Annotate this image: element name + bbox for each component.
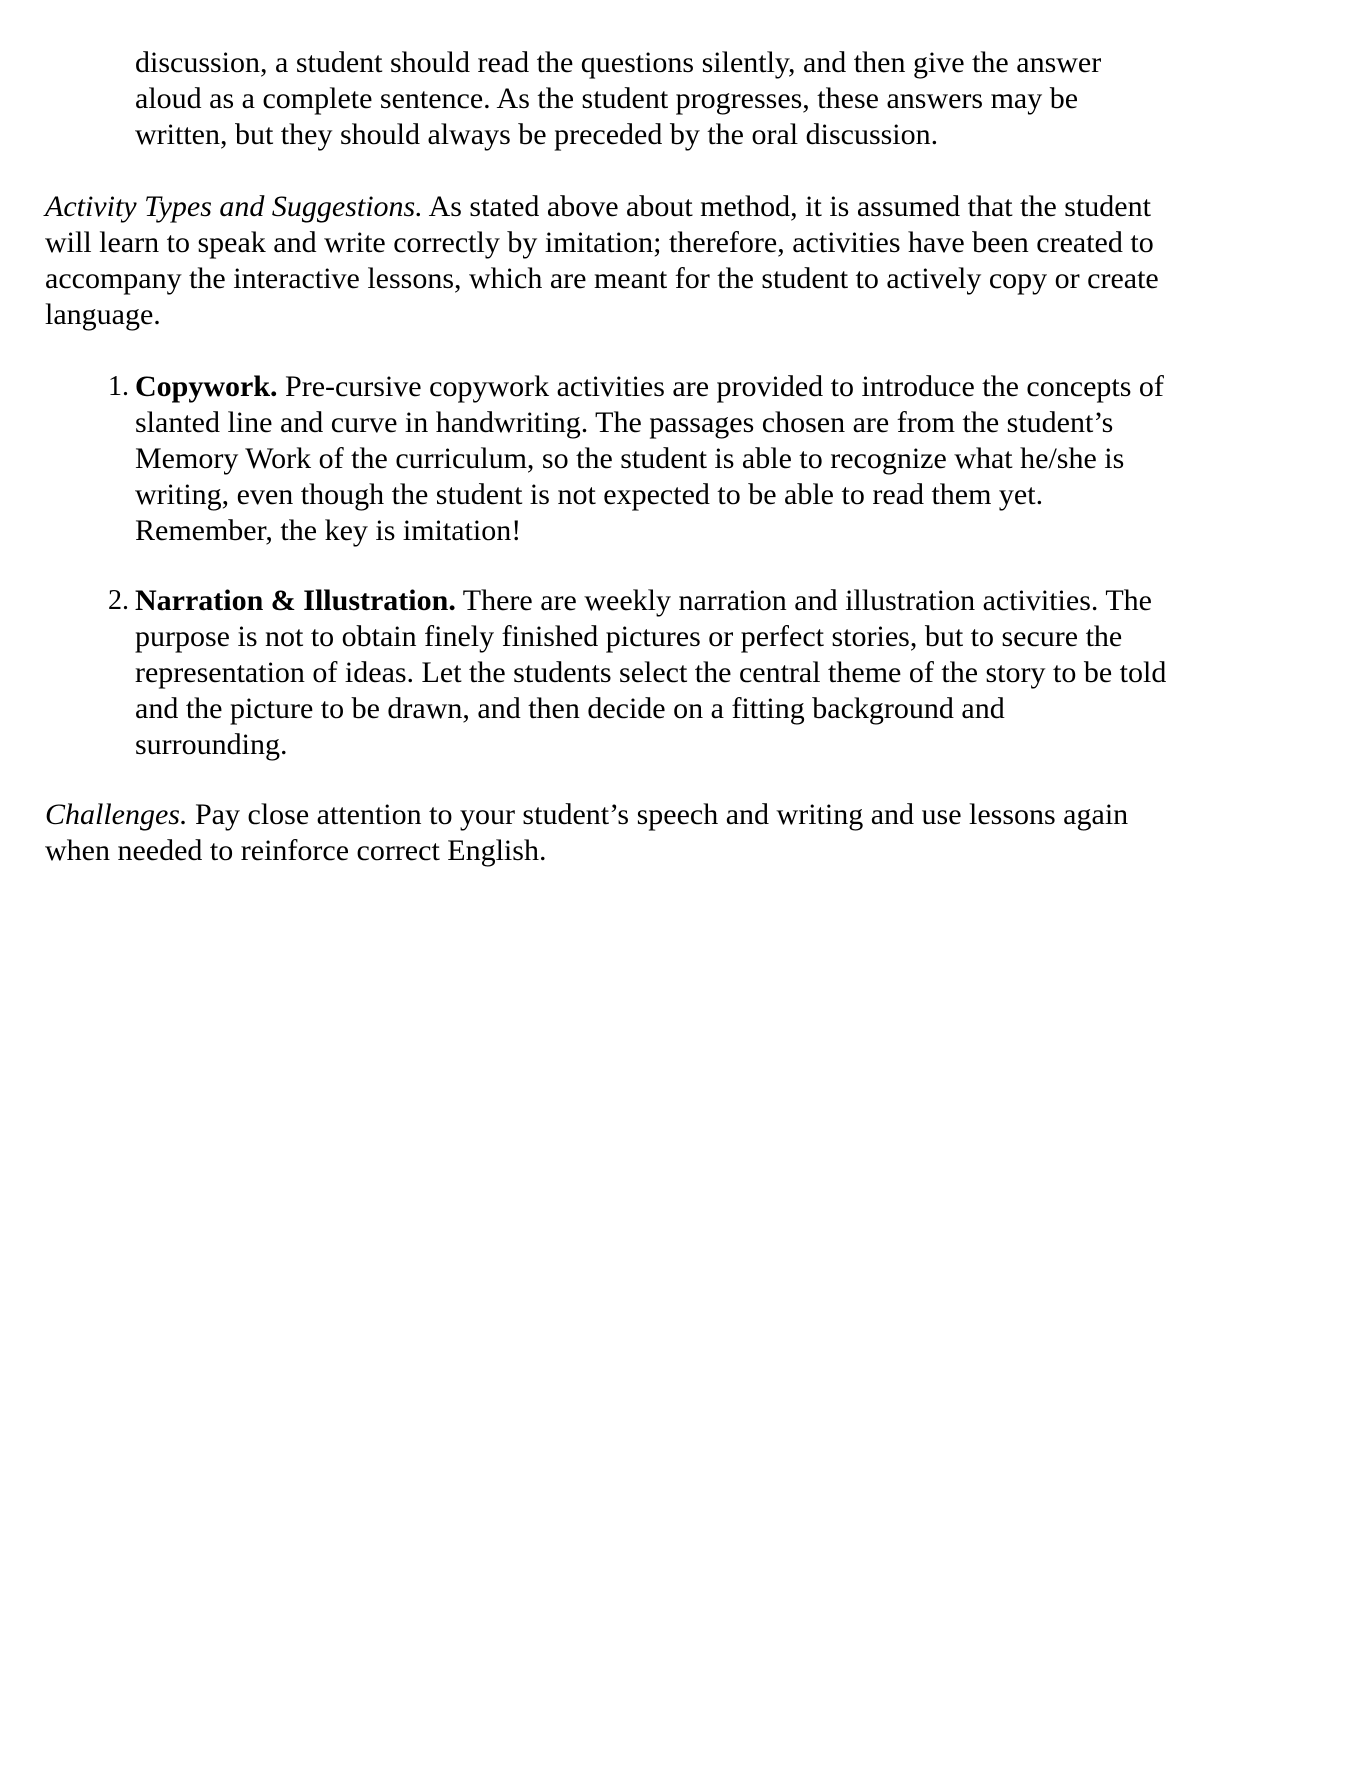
challenges-body: Pay close attention to your student’s speech and writing and use lessons again when needed to reinforce correct English.	[45, 798, 1129, 867]
list-item-title: Copywork.	[135, 370, 278, 403]
list-item-number: 1.	[108, 371, 129, 402]
activity-types-paragraph	[45, 189, 1285, 333]
activity-types-heading: Activity Types and Suggestions.	[45, 190, 423, 223]
continued-paragraph: discussion, a student should read the questions silently, and then give the answer aloud as a complete sentence. As the student progresses, these answers may be written, but they should always be preceded by the oral discussion.	[135, 46, 1102, 151]
activity-types-body: As stated above about method, it is assumed that the student will learn to speak and write correctly by imitation; therefore, activities have been created to accompany the interactive lessons, which are meant for the student to actively copy or create language.	[45, 190, 1159, 331]
list-item	[108, 369, 1275, 549]
challenges-paragraph	[45, 797, 1285, 869]
list-item-title: Narration & Illustration.	[135, 584, 456, 617]
list-item-body: Pre-cursive copywork activities are provided to introduce the concepts of slanted line and curve in handwriting. The passages chosen are from the student’s Memory Work of the curriculum, so the student is able to recognize what he/she is writing, even though the student is not expected to be able to read them yet. Remember, the key is imitation!	[135, 370, 1164, 547]
challenges-heading: Challenges.	[45, 798, 188, 831]
list-item-number: 2.	[108, 585, 129, 616]
list-item	[108, 583, 1275, 763]
list-item-body: There are weekly narration and illustration activities. The purpose is not to obtain finely finished pictures or perfect stories, but to secure the representation of ideas. Let the students select the central theme of the story to be told and the picture to be drawn, and then decide on a fitting background and surrounding.	[135, 584, 1167, 761]
